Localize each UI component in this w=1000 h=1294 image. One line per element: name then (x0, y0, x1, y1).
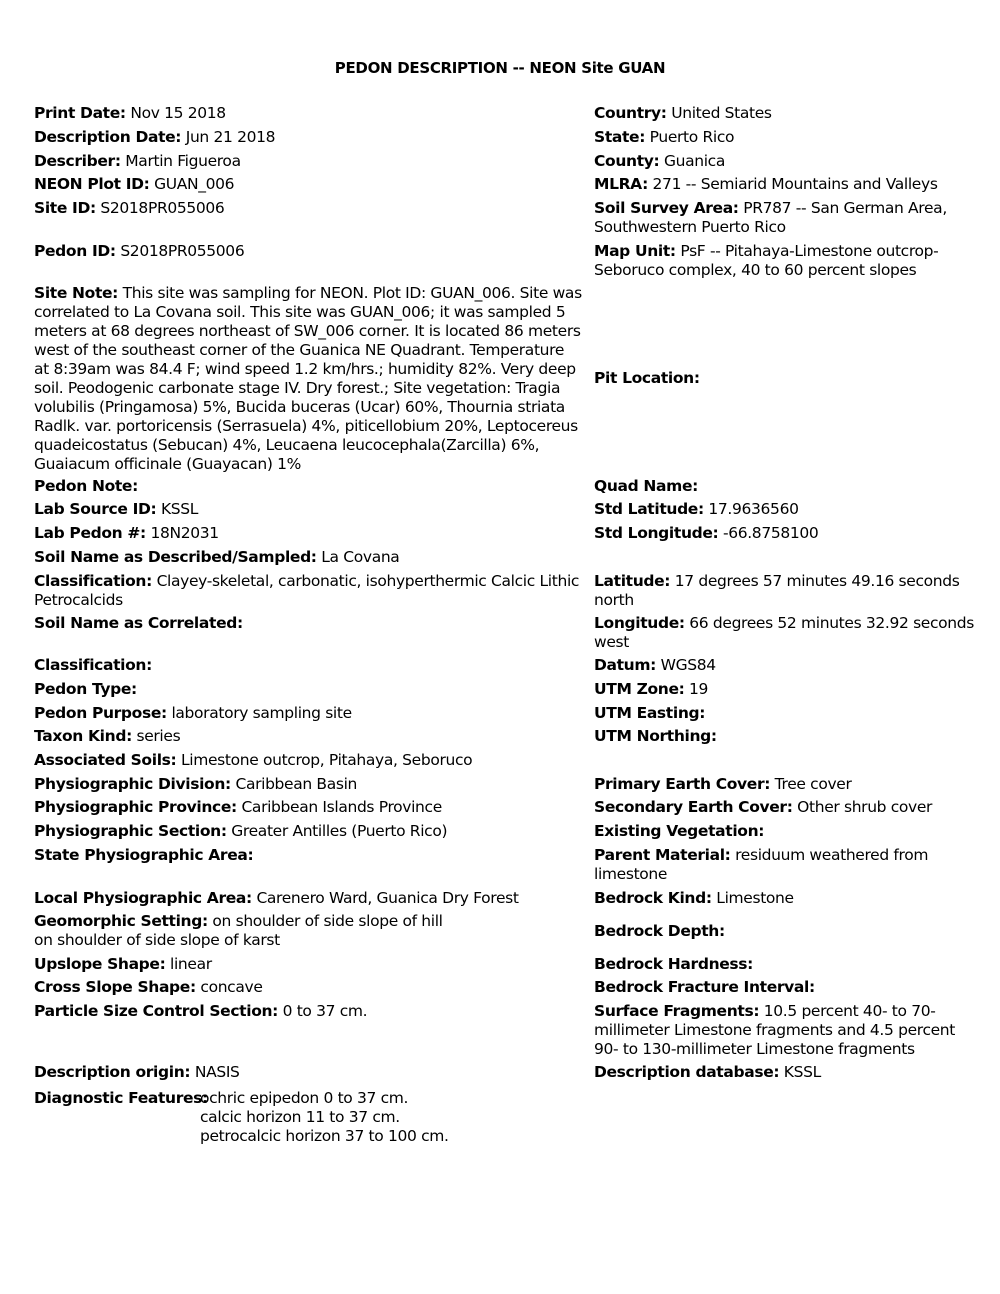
field-label: Soil Survey Area: (594, 199, 739, 217)
field-label: Pedon Purpose: (34, 704, 167, 722)
field-label: Existing Vegetation: (594, 822, 765, 840)
field-describer (34, 152, 582, 171)
field-value: 17 degrees 57 minutes 49.16 seconds north (594, 572, 960, 609)
field-classification-correlated (34, 656, 582, 675)
field-label: Pit Location: (594, 369, 700, 387)
field-print-date (34, 104, 582, 123)
diagnostic-feature: ochric epipedon 0 to 37 cm. (200, 1089, 409, 1107)
field-bedrock-kind (594, 889, 974, 908)
field-longitude (594, 614, 974, 652)
field-label: Quad Name: (594, 477, 698, 495)
field-value: 0 to 37 cm. (282, 1002, 368, 1020)
field-value: on shoulder of side slope of hill (212, 912, 443, 930)
field-value: laboratory sampling site (171, 704, 352, 722)
field-pedon-id (34, 242, 582, 261)
field-value: 66 degrees 52 minutes 32.92 seconds west (594, 614, 974, 651)
field-value-line-2: on shoulder of side slope of karst (34, 931, 280, 949)
field-std-longitude (594, 524, 974, 543)
field-geomorphic-setting (34, 912, 582, 950)
field-pit-location (594, 369, 974, 388)
field-label: Primary Earth Cover: (594, 775, 771, 793)
field-particle-size-control-section (34, 1002, 582, 1021)
diagnostic-features-list (200, 1089, 449, 1146)
field-label: Description origin: (34, 1063, 191, 1081)
field-label: Site Note: (34, 284, 119, 302)
field-bedrock-depth (594, 922, 974, 941)
field-label: County: (594, 152, 660, 170)
field-label: Latitude: (594, 572, 671, 590)
field-county (594, 152, 974, 171)
field-label: Lab Pedon #: (34, 524, 146, 542)
field-value: S2018PR055006 (100, 199, 225, 217)
field-cross-slope-shape (34, 978, 582, 997)
field-value: Clayey-skeletal, carbonatic, isohyperthermic Calcic Lithic Petrocalcids (34, 572, 580, 609)
field-lab-pedon (34, 524, 582, 543)
field-taxon-kind (34, 727, 582, 746)
field-description-database (594, 1063, 974, 1082)
field-value: Tree cover (774, 775, 852, 793)
field-label: Classification: (34, 572, 152, 590)
field-label: Datum: (594, 656, 657, 674)
field-std-latitude (594, 500, 974, 519)
field-country (594, 104, 974, 123)
field-label: Std Longitude: (594, 524, 719, 542)
field-label: Bedrock Fracture Interval: (594, 978, 815, 996)
field-bedrock-hardness (594, 955, 974, 974)
field-map-unit (594, 242, 974, 280)
field-label: Pedon ID: (34, 242, 116, 260)
field-value: 10.5 percent 40- to 70-millimeter Limestone fragments and 4.5 percent 90- to 130-millimeter Limestone fragments (594, 1002, 956, 1058)
field-label: UTM Zone: (594, 680, 685, 698)
field-value: Carenero Ward, Guanica Dry Forest (256, 889, 519, 907)
field-label: Longitude: (594, 614, 685, 632)
field-description-origin (34, 1063, 582, 1082)
field-value: WGS84 (660, 656, 716, 674)
field-value: KSSL (783, 1063, 821, 1081)
field-value: NASIS (194, 1063, 240, 1081)
field-label: State: (594, 128, 646, 146)
field-value: KSSL (160, 500, 199, 518)
field-description-date (34, 128, 582, 147)
field-value: PR787 -- San German Area, Southwestern Puerto Rico (594, 199, 947, 236)
field-label: Bedrock Hardness: (594, 955, 754, 973)
field-soil-name-described (34, 548, 582, 567)
field-value: PsF -- Pitahaya-Limestone outcrop-Seboruco complex, 40 to 60 percent slopes (594, 242, 939, 279)
field-label: Description Date: (34, 128, 182, 146)
field-utm-zone (594, 680, 974, 699)
field-value: GUAN_006 (154, 175, 235, 193)
field-value: series (136, 727, 181, 745)
field-value: Greater Antilles (Puerto Rico) (231, 822, 448, 840)
field-label: Std Latitude: (594, 500, 704, 518)
field-value: La Covana (321, 548, 400, 566)
field-label: Lab Source ID: (34, 500, 157, 518)
field-value: Caribbean Basin (235, 775, 358, 793)
field-value: 19 (689, 680, 709, 698)
field-label: Taxon Kind: (34, 727, 132, 745)
field-site-note (34, 284, 582, 474)
field-physiographic-division (34, 775, 582, 794)
field-surface-fragments (594, 1002, 974, 1059)
field-mlra (594, 175, 974, 194)
field-value: Puerto Rico (649, 128, 735, 146)
field-label: Classification: (34, 656, 152, 674)
field-label: Description database: (594, 1063, 780, 1081)
field-value: concave (200, 978, 263, 996)
field-value: 17.9636560 (708, 500, 799, 518)
field-label: Secondary Earth Cover: (594, 798, 793, 816)
field-label: Site ID: (34, 199, 96, 217)
field-state (594, 128, 974, 147)
diagnostic-feature: petrocalcic horizon 37 to 100 cm. (200, 1127, 449, 1145)
field-label: UTM Northing: (594, 727, 717, 745)
field-label: Physiographic Section: (34, 822, 227, 840)
field-label: Pedon Note: (34, 477, 138, 495)
field-soil-name-correlated (34, 614, 582, 633)
field-label: Associated Soils: (34, 751, 177, 769)
page-title: PEDON DESCRIPTION -- NEON Site GUAN (334, 59, 666, 77)
field-value: This site was sampling for NEON. Plot ID: GUAN_006. Site was correlated to La Covana soil. This site was GUAN_006; it was sampled 5 meters at 68 degrees northeast of SW_006 corner. It is located 86 meters west of the southeast corner of the Guanica NE Quadrant. Temperature at 8:39am was 84.4 F; wind speed 1.2 km/hrs.; humidity 82%. Very deep soil. Peodogenic carbonate stage IV. Dry forest.; Site vegetation: Tragia volubilis (Pringamosa) 5%, Bucida buceras (Ucar) 60%, Thournia striata Radlk. var. portoricensis (Serrasuela) 4%, piticellobium 20%, Leptocereus quadeicostatus (Sebucan) 4%, Leucaena leucocephala(Zarcilla) 6%, Guaiacum officinale (Guayacan) 1% (34, 284, 582, 473)
field-latitude (594, 572, 974, 610)
field-label: Diagnostic Features: (34, 1089, 208, 1107)
field-pedon-note (34, 477, 582, 496)
field-value: United States (671, 104, 772, 122)
field-soil-survey-area (594, 199, 974, 237)
field-value: Caribbean Islands Province (241, 798, 442, 816)
field-value: Jun 21 2018 (185, 128, 276, 146)
field-existing-vegetation (594, 822, 974, 841)
field-physiographic-section (34, 822, 582, 841)
field-value: residuum weathered from limestone (594, 846, 929, 883)
diagnostic-feature: calcic horizon 11 to 37 cm. (200, 1108, 400, 1126)
field-label: State Physiographic Area: (34, 846, 254, 864)
field-label: Bedrock Kind: (594, 889, 712, 907)
field-datum (594, 656, 974, 675)
field-label: Print Date: (34, 104, 126, 122)
field-label: Physiographic Division: (34, 775, 231, 793)
field-value: 271 -- Semiarid Mountains and Valleys (652, 175, 938, 193)
field-classification (34, 572, 582, 610)
field-label: Geomorphic Setting: (34, 912, 208, 930)
field-value: -66.8758100 (722, 524, 819, 542)
field-site-id (34, 199, 582, 218)
field-value: Guanica (663, 152, 725, 170)
field-value: 18N2031 (150, 524, 219, 542)
field-upslope-shape (34, 955, 582, 974)
field-label: Map Unit: (594, 242, 676, 260)
field-pedon-type (34, 680, 582, 699)
field-label: Surface Fragments: (594, 1002, 760, 1020)
field-label: Soil Name as Correlated: (34, 614, 243, 632)
field-value: Limestone outcrop, Pitahaya, Seboruco (180, 751, 473, 769)
field-quad-name (594, 477, 974, 496)
field-value: Martin Figueroa (125, 152, 241, 170)
field-state-physiographic-area (34, 846, 582, 865)
field-label: MLRA: (594, 175, 648, 193)
field-lab-source-id (34, 500, 582, 519)
field-label: Parent Material: (594, 846, 731, 864)
field-label: Upslope Shape: (34, 955, 166, 973)
field-label: NEON Plot ID: (34, 175, 150, 193)
field-primary-earth-cover (594, 775, 974, 794)
field-bedrock-fracture-interval (594, 978, 974, 997)
field-value: Nov 15 2018 (130, 104, 226, 122)
field-neon-plot-id (34, 175, 582, 194)
field-pedon-purpose (34, 704, 582, 723)
field-associated-soils (34, 751, 582, 770)
field-value: linear (170, 955, 212, 973)
field-label: Particle Size Control Section: (34, 1002, 279, 1020)
field-label: Soil Name as Described/Sampled: (34, 548, 317, 566)
field-utm-northing (594, 727, 974, 746)
field-label: Physiographic Province: (34, 798, 237, 816)
field-utm-easting (594, 704, 974, 723)
field-physiographic-province (34, 798, 582, 817)
field-label: UTM Easting: (594, 704, 706, 722)
field-label: Bedrock Depth: (594, 922, 725, 940)
field-label: Local Physiographic Area: (34, 889, 252, 907)
field-value: Other shrub cover (797, 798, 933, 816)
field-local-physiographic-area (34, 889, 582, 908)
field-label: Country: (594, 104, 667, 122)
field-secondary-earth-cover (594, 798, 974, 817)
field-label: Cross Slope Shape: (34, 978, 196, 996)
field-label: Pedon Type: (34, 680, 137, 698)
field-label: Describer: (34, 152, 121, 170)
field-value: S2018PR055006 (120, 242, 245, 260)
field-parent-material (594, 846, 974, 884)
field-value: Limestone (716, 889, 794, 907)
